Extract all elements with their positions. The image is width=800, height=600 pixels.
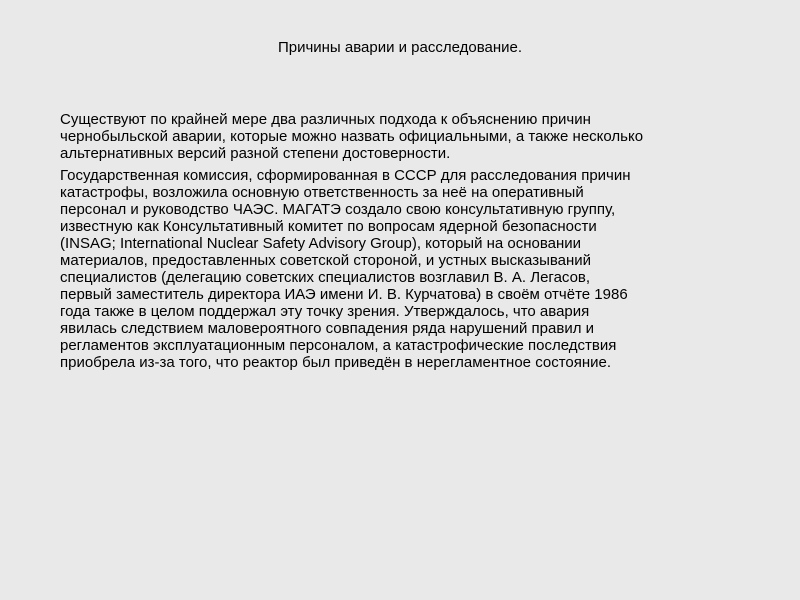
paragraph-line: регламентов эксплуатационным персоналом, а катастрофические последствия [60,337,617,354]
paragraph-line: Существуют по крайней мере два различных подхода к объяснению причин [60,111,591,128]
paragraph-line: Государственная комиссия, сформированная в СССР для расследования причин [60,167,631,184]
paragraph-line: (INSAG; International Nuclear Safety Advisory Group), который на основании [60,235,582,252]
paragraph-line: первый заместитель директора ИАЭ имени И. В. Курчатова) в своём отчёте 1986 [60,286,628,303]
paragraph-line: чернобыльской аварии, которые можно назвать официальными, а также несколько [60,128,644,145]
paragraph-line: явилась следствием маловероятного совпадения ряда нарушений правил и [60,320,595,337]
paragraph-intro [60,111,740,162]
paragraph-line: года также в целом поддержал эту точку зрения. Утверждалось, что авария [60,303,590,320]
paragraph-line: материалов, предоставленных советской стороной, и устных высказываний [60,252,592,269]
paragraph-line: альтернативных версий разной степени достоверности. [60,145,451,162]
paragraph-commission [60,167,740,371]
paragraph-line: приобрела из-за того, что реактор был приведён в нерегламентное состояние. [60,354,612,371]
paragraph-line: персонал и руководство ЧАЭС. МАГАТЭ создало свою консультативную группу, [60,201,616,218]
slide-title: Причины аварии и расследование. [277,39,523,56]
paragraph-line: катастрофы, возложила основную ответственность за неё на оперативный [60,184,584,201]
paragraph-line: специалистов (делегацию советских специалистов возглавил В. А. Легасов, [60,269,591,286]
paragraph-line: известную как Консультативный комитет по вопросам ядерной безопасности [60,218,597,235]
slide-body [60,111,740,376]
